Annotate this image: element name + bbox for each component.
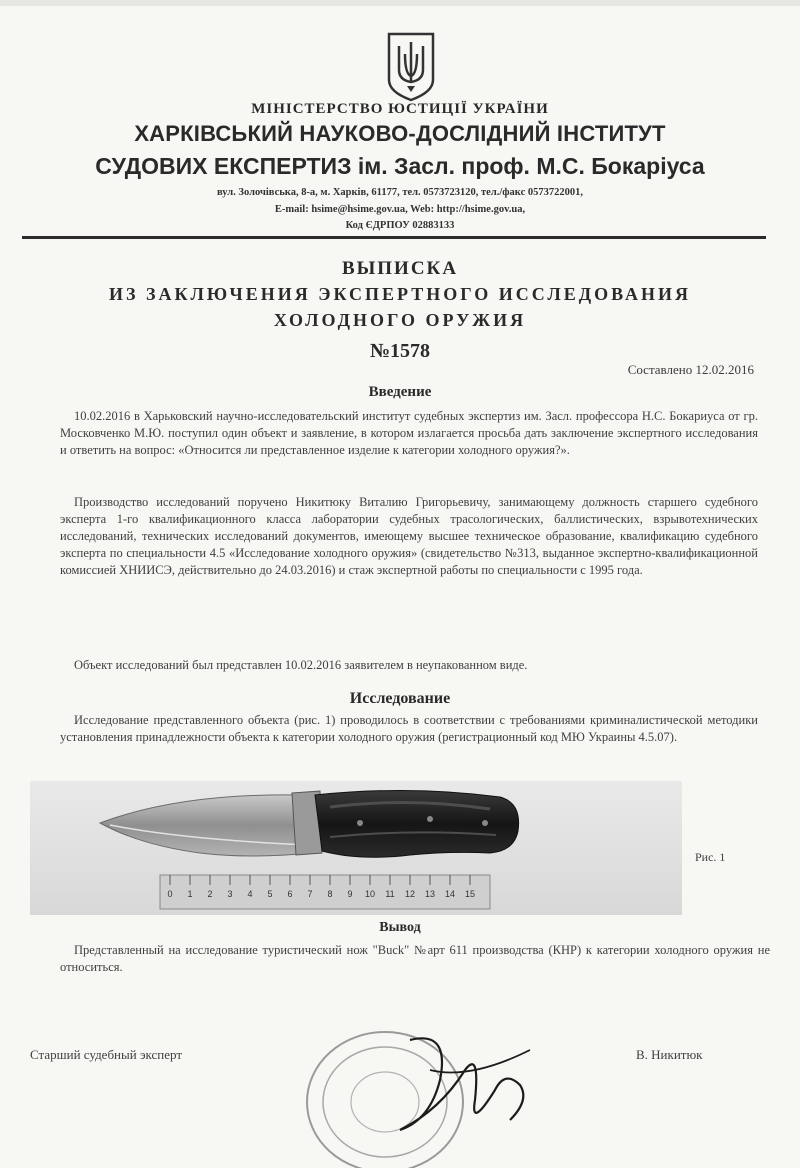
ruler-mark-4: 4 [247,889,253,899]
address-line1: вул. Золочівська, 8-а, м. Харків, 61177, тел. 0573723120, тел./факс 0573722001, [216,187,583,198]
institute-name-line1: ХАРКІВСЬКИЙ НАУКОВО-ДОСЛІДНИЙ ІНСТИТУТ [134,121,666,146]
scan-top-strip [0,0,800,6]
header-divider [22,236,766,239]
ruler-mark-15: 15 [464,889,476,899]
ruler-mark-8: 8 [327,889,333,899]
composed-date: Составлено 12.02.2016 [627,362,754,377]
knife-photo [30,781,682,915]
research-paragraph: Исследование представленного объекта (рис. 1) проводилось в соответствии с требованиями криминалистической методики установления принадлежности объекта к категории холодного оружия (регистрационный код МЮ Украины 4.5.07). [60,713,758,744]
trident-coat-of-arms-icon [385,30,437,102]
conclusion-paragraph: Представленный на исследование туристический нож "Buck" №арт 611 производства (КНР) к категории холодного оружия не относиться. [60,943,770,974]
ruler-mark-5: 5 [267,889,273,899]
round-seal-stamp-icon [290,1010,610,1168]
ministry-name: МІНІСТЕРСТВО ЮСТИЦІЇ УКРАЇНИ [251,101,549,117]
doc-subtitle-line2: ХОЛОДНОГО ОРУЖИЯ [273,310,527,330]
ruler-mark-2: 2 [207,889,213,899]
conclusion-heading: Вывод [379,920,421,935]
ruler-mark-7: 7 [307,889,313,899]
doc-number: №1578 [369,340,431,362]
handwritten-signature-icon [400,1038,530,1130]
ruler-mark-6: 6 [287,889,293,899]
address-line2: E-mail: hsime@hsime.gov.ua, Web: http://hsime.gov.ua, [274,204,526,215]
ruler-mark-14: 14 [444,889,456,899]
ruler-mark-0: 0 [167,889,173,899]
address-line3: Код ЄДРПОУ 02883133 [345,220,455,231]
doc-title: ВЫПИСКА [341,258,459,279]
research-heading: Исследование [349,690,451,707]
figure-label: Рис. 1 [695,850,726,864]
ruler-mark-13: 13 [424,889,436,899]
ruler-mark-10: 10 [364,889,376,899]
ruler-mark-9: 9 [347,889,353,899]
intro-paragraph-3: Объект исследований был представлен 10.02.2016 заявителем в неупакованном виде. [74,658,528,672]
ruler-mark-12: 12 [404,889,416,899]
doc-subtitle-line1: ИЗ ЗАКЛЮЧЕНИЯ ЭКСПЕРТНОГО ИССЛЕДОВАНИЯ [108,284,692,304]
intro-paragraph-1: 10.02.2016 в Харьковский научно-исследовательский институт судебных экспертиз им. Засл. профессора Н.С. Бокариуса от гр. Московченко М.Ю. поступил один объект и заявление, в котором излагается просьба дать заключение экспертного исследования и ответить на вопрос: «Относится ли представленное изделие к категории холодного оружия?». [60,409,758,457]
expert-name: В. Никитюк [636,1047,703,1062]
institute-name-line2: СУДОВИХ ЕКСПЕРТИЗ ім. Засл. проф. М.С. Бокаріуса [95,153,705,179]
intro-heading: Введение [368,384,432,400]
ruler-mark-3: 3 [227,889,233,899]
intro-paragraph-2: Производство исследований поручено Никитюку Виталию Григорьевичу, занимающему должность старшего судебного эксперта 1-го квалификационного класса лаборатории судебных трасологических, баллистических, взрывотехнических исследований, технических исследований документов, имеющему высшее техническое образование, квалификацию судебного эксперта по специальности 4.5 «Исследование холодного оружия» (свидетельство №313, выданное экспертно-квалификационной комиссией ХНИИСЭ, действительно до 24.03.2016) и стаж экспертной работы по специальности с 1995 года. [60,495,758,577]
expert-role: Старший судебный эксперт [30,1047,183,1062]
ruler-mark-1: 1 [187,889,193,899]
ruler-mark-11: 11 [385,889,395,899]
